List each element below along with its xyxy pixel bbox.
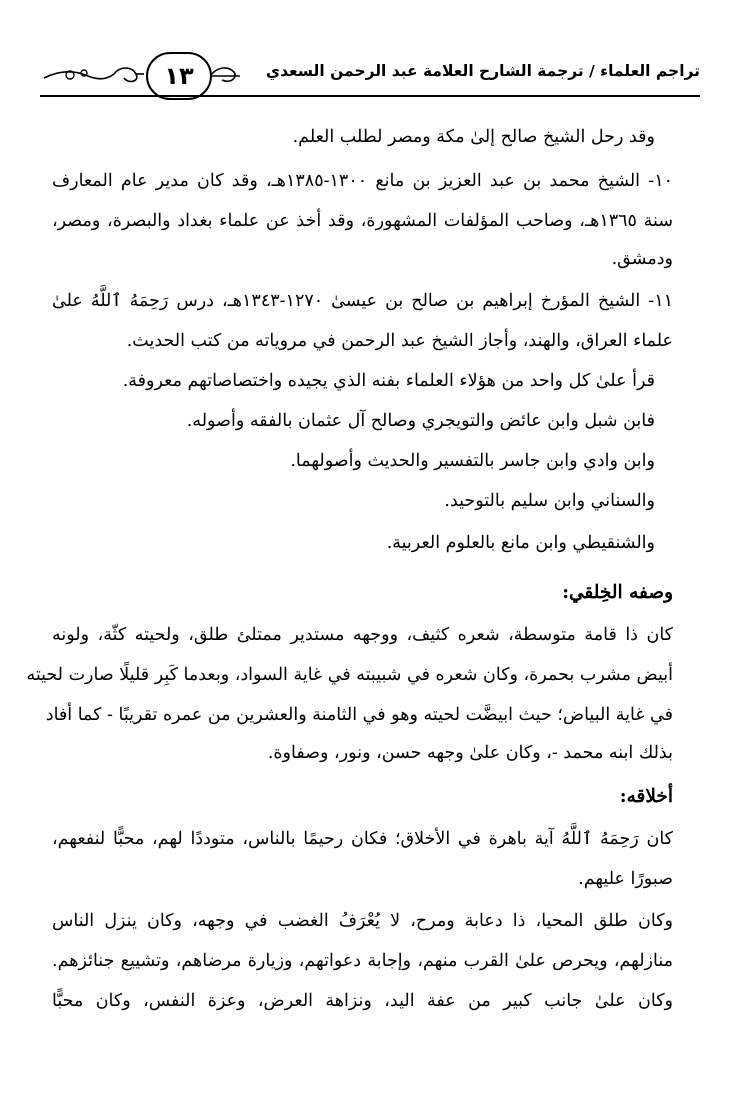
text-line: بذلك ابنه محمد -، وكان علىٰ وجهه حسن، ونور، وصفاوة.: [267, 743, 673, 763]
text-line: وكان طلق المحيا، ذا دعابة ومرح، لا يُعْرَفُ الغضب في وجهه، وكان ينزل الناس: [52, 911, 673, 931]
text-line: ١٠- الشيخ محمد بن عبد العزيز بن مانع ١٣٠٠-١٣٨٥هـ، وقد كان مدير عام المعارف: [52, 171, 673, 191]
text-line: علماء العراق، والهند، وأجاز الشيخ عبد الرحمن في مروياته من كتب الحديث.: [126, 331, 673, 351]
section-heading: وصفه الخِلقي:: [562, 582, 673, 603]
text-line: في غاية البياض؛ حيث ابيضَّت لحيته وهو في الثامنة والعشرين من عمره تقريبًا - كما أفاد: [45, 705, 673, 725]
header-title: تراجم العلماء / ترجمة الشارح العلامة عبد الرحمن السعدي: [265, 62, 700, 80]
text-line: والشنقيطي وابن مانع بالعلوم العربية.: [386, 533, 655, 553]
text-line: قرأ علىٰ كل واحد من هؤلاء العلماء بفنه الذي يجيده واختصاصاتهم معروفة.: [122, 371, 655, 391]
section-heading: أخلاقه:: [619, 786, 673, 807]
text-line: فابن شبل وابن عائض والتويجري وصالح آل عثمان بالفقه وأصوله.: [186, 411, 655, 431]
page-number: ١٣: [146, 52, 212, 100]
text-line: كان رَحِمَهُ ٱللَّهُ آية باهرة في الأخلاق؛ فكان رحيمًا بالناس، متوددًا لهم، محبًّا لنفعهم،: [52, 829, 673, 849]
text-line: وابن وادي وابن جاسر بالتفسير والحديث وأصولهما.: [290, 451, 655, 471]
text-line: ودمشق.: [611, 249, 673, 269]
text-line: سنة ١٣٦٥هـ، وصاحب المؤلفات المشهورة، وقد أخذ عن علماء بغداد والبصرة، ومصر،: [52, 211, 673, 231]
text-line: وقد رحل الشيخ صالح إلىٰ مكة ومصر لطلب العلم.: [292, 127, 655, 147]
text-line: منازلهم، ويحرص علىٰ القرب منهم، وإجابة دعواتهم، وزيارة مرضاهم، وتشييع جنائزهم.: [52, 951, 673, 971]
header-rule: [40, 95, 700, 97]
text-line: والسناني وابن سليم بالتوحيد.: [444, 491, 655, 511]
text-line: كان ذا قامة متوسطة، شعره كثيف، ووجهه مستدير ممتلئ طلق، ولحيته كثّة، ولونه: [52, 625, 673, 645]
text-line: ١١- الشيخ المؤرخ إبراهيم بن صالح بن عيسىٰ ١٢٧٠-١٣٤٣هـ، درس رَحِمَهُ ٱللَّهُ علىٰ: [52, 291, 673, 311]
running-header: [40, 48, 700, 100]
text-line: صبورًا عليهم.: [578, 869, 673, 889]
text-line: أبيض مشرب بحمرة، وكان شعره في شبيبته في غاية السواد، وبعدما كَبِر قليلًا صارت لحيته: [26, 665, 673, 685]
text-line: وكان علىٰ جانب كبير من عفة اليد، ونزاهة العرض، وعزة النفس، وكان محبًّا: [52, 991, 673, 1011]
